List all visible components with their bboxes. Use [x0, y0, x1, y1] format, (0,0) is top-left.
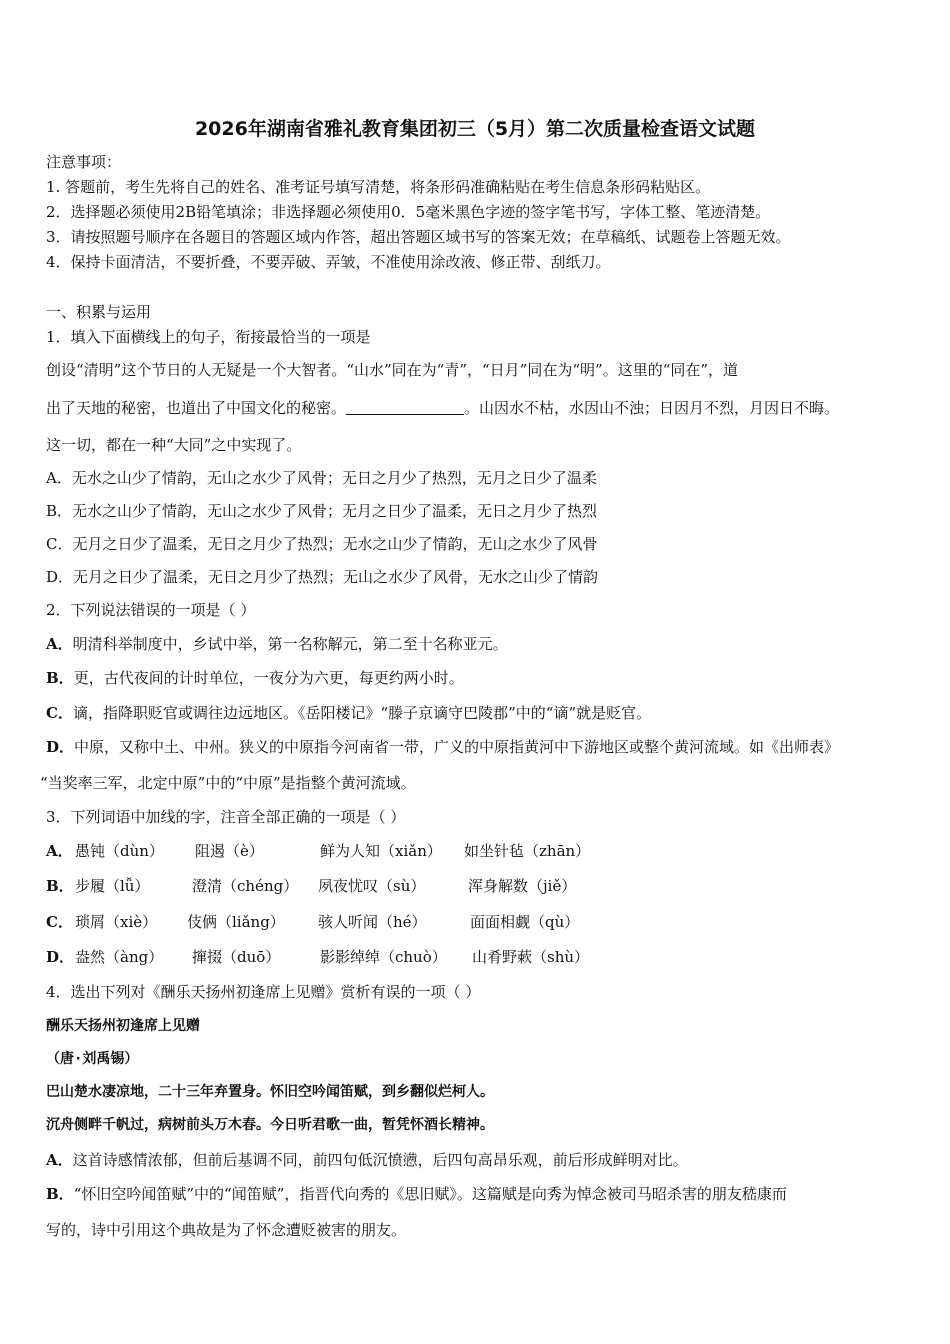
option-text: 这首诗感情浓郁，但前后基调不同，前四句低沉愤懑，后四句高昂乐观，前后形成鲜明对比。	[72, 1151, 688, 1169]
q3-word: 浑身解数（jiě）	[468, 877, 577, 895]
page-title: 2026年湖南省雅礼教育集团初三（5月）第二次质量检查语文试题	[194, 118, 756, 140]
q3-word: 鲜为人知（xiǎn）	[320, 842, 442, 860]
q1-option-d: D．无月之日少了温柔，无日之月少了热烈；无山之水少了风骨，无水之山少了情韵	[46, 568, 599, 586]
q3-word: 山肴野蔌（shù）	[472, 948, 590, 966]
q3-word: 夙夜忧叹（sù）	[318, 877, 426, 895]
notice-item: 4．保持卡面清洁，不要折叠，不要弄破、弄皱，不准使用涂改液、修正带、刮纸刀。	[46, 253, 611, 271]
q3-word: 澄清（chéng）	[192, 877, 299, 895]
option-label: B．	[46, 1185, 74, 1203]
q4-option-b-cont: 写的，诗中引用这个典故是为了怀念遭贬被害的朋友。	[46, 1221, 407, 1239]
q3-word: 如坐针毡（zhān）	[464, 842, 591, 860]
option-text: 明清科举制度中，乡试中举，第一名称解元，第二至十名称亚元。	[72, 635, 508, 653]
notice-item: 2．选择题必须使用2B铅笔填涂；非选择题必须使用0．5毫米黑色字迹的签字笔书写，字体工整、笔迹清楚。	[46, 203, 771, 221]
section-heading: 一、积累与运用	[46, 303, 152, 321]
q3-word: 阻遏（è）	[195, 842, 264, 860]
q3-stem: 3．下列词语中加线的字，注音全部正确的一项是（ ）	[46, 808, 406, 826]
option-label: A．	[46, 635, 73, 653]
q3-row-label: C．	[46, 913, 73, 931]
notice-item: 1. 答题前，考生先将自己的姓名、准考证号填写清楚，将条形码准确粘贴在考生信息条形码粘贴区。	[46, 178, 711, 196]
q4-option-a	[46, 1150, 688, 1170]
q3-row-label: B．	[46, 877, 74, 895]
q3-word: 步履（lǚ）	[75, 877, 150, 895]
poem-author: （唐·刘禹锡）	[46, 1051, 139, 1067]
q1-option-c: C．无月之日少了温柔，无日之月少了热烈；无水之山少了情韵，无山之水少了风骨	[46, 535, 598, 553]
q1-option-a: A．无水之山少了情韵，无山之水少了风骨；无日之月少了热烈，无月之日少了温柔	[46, 469, 597, 487]
q3-word: 面面相觑（qù）	[470, 913, 580, 931]
q3-word: 撺掇（duō）	[192, 948, 281, 966]
q1-stem: 1．填入下面横线上的句子，衔接最恰当的一项是	[46, 328, 371, 346]
q1-passage-line: 这一切，都在一种“大同”之中实现了。	[46, 436, 302, 454]
q3-word: 愚钝（dùn）	[75, 842, 164, 860]
option-text: “怀旧空吟闻笛赋”中的“闻笛赋”，指晋代向秀的《思旧赋》。这篇赋是向秀为悼念被司马昭杀害的朋友嵇康而	[73, 1185, 787, 1203]
fill-blank	[346, 400, 464, 415]
q4-option-b	[46, 1184, 787, 1204]
poem-title: 酬乐天扬州初逢席上见赠	[46, 1018, 200, 1034]
q3-word: 伎俩（liǎng）	[187, 913, 285, 931]
q1-passage-text: 。山因水不枯，水因山不浊；日因月不烈，月因日不晦。	[464, 399, 840, 417]
option-text: 中原，又称中土、中州。狭义的中原指今河南省一带，广义的中原指黄河中下游地区或整个黄河流域。如《出师表》	[74, 738, 840, 756]
q1-passage-line: 创设“清明”这个节日的人无疑是一个大智者。“山水”同在为“青”，“日月”同在为“明”。这里的“同在”，道	[46, 361, 739, 379]
option-label: B．	[46, 669, 74, 687]
option-text: 谪，指降职贬官或调往边远地区。《岳阳楼记》“滕子京谪守巴陵郡”中的“谪”就是贬官。	[72, 704, 652, 722]
q2-option-a	[46, 634, 508, 654]
option-label: C．	[46, 704, 73, 722]
q2-option-c	[46, 703, 651, 723]
option-label: A．	[46, 1151, 73, 1169]
q2-option-b	[46, 668, 464, 688]
notice-item: 3．请按照题号顺序在各题目的答题区域内作答，超出答题区域书写的答案无效；在草稿纸、试题卷上答题无效。	[46, 228, 791, 246]
notice-heading: 注意事项：	[46, 153, 122, 171]
q2-stem: 2．下列说法错误的一项是（ ）	[46, 601, 256, 619]
q3-word: 琐屑（xiè）	[75, 913, 158, 931]
q2-option-d	[46, 737, 839, 757]
q4-stem: 4．选出下列对《酬乐天扬州初逢席上见赠》赏析有误的一项（ ）	[46, 983, 481, 1001]
q3-word: 影影绰绰（chuò）	[320, 948, 447, 966]
poem-line: 巴山楚水凄凉地，二十三年弃置身。怀旧空吟闻笛赋，到乡翻似烂柯人。	[46, 1084, 494, 1100]
option-text: 更，古代夜间的计时单位，一夜分为六更，每更约两小时。	[73, 669, 464, 687]
q1-passage-text: 出了天地的秘密，也道出了中国文化的秘密。	[46, 399, 347, 417]
q3-row-label: A．	[46, 842, 73, 860]
option-label: D．	[46, 738, 75, 756]
poem-line: 沉舟侧畔千帆过，病树前头万木春。今日听君歌一曲，暂凭怀酒长精神。	[46, 1117, 494, 1133]
q3-row-label: D．	[46, 948, 75, 966]
q3-word: 盎然（àng）	[75, 948, 164, 966]
q1-option-b: B．无水之山少了情韵，无山之水少了风骨；无月之日少了温柔，无日之月少了热烈	[46, 502, 598, 520]
q2-option-d-cont: “当奖率三军，北定中原”中的“中原”是指整个黄河流域。	[40, 774, 416, 792]
q3-word: 骇人听闻（hé）	[318, 913, 427, 931]
q1-passage-line	[46, 398, 839, 418]
